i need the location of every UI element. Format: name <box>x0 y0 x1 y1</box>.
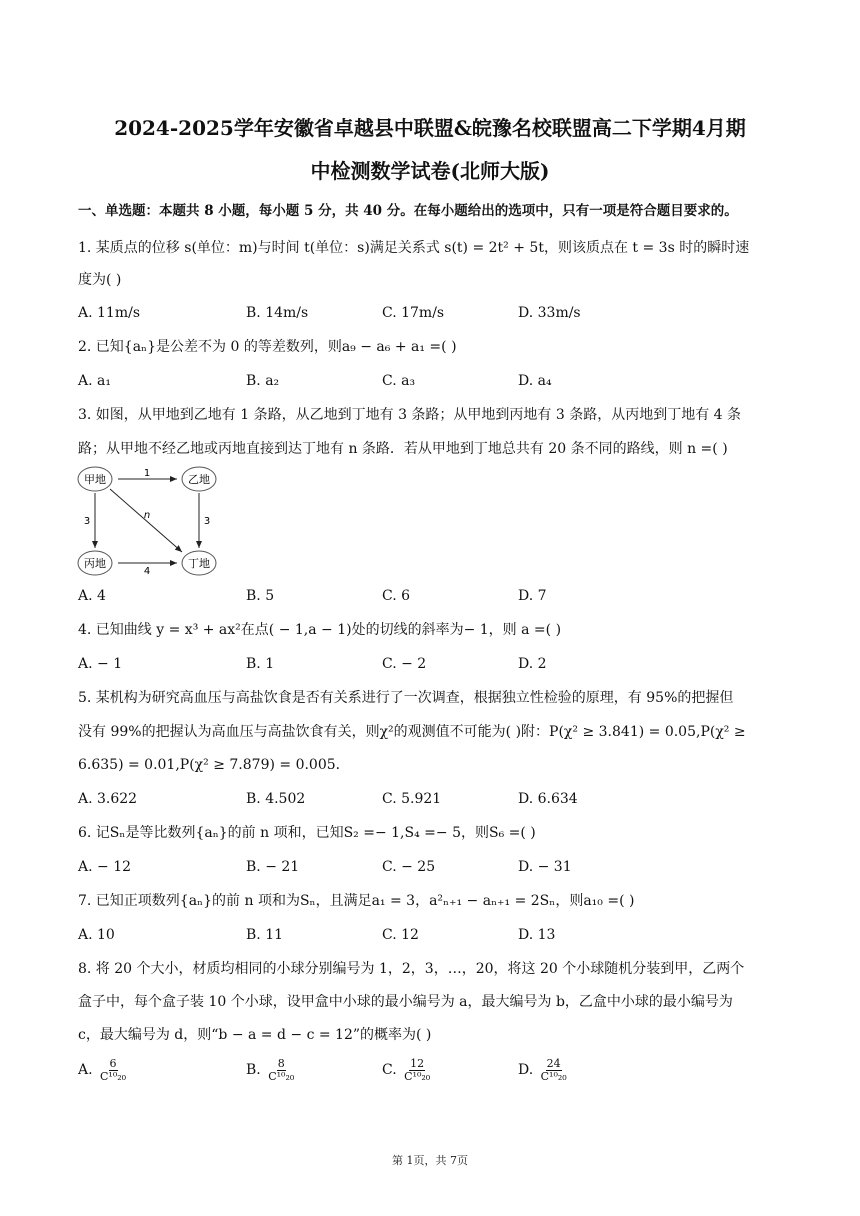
node-ding <box>182 551 216 575</box>
q4-option-a: A. − 1 <box>78 656 123 672</box>
q8-option-b <box>246 1058 295 1082</box>
q1-option-d: D. 33m/s <box>518 305 581 321</box>
node-label-yi: 乙地 <box>188 473 210 486</box>
question-5-line-1: 5. 某机构为研究高血压与高盐饮食是否有关系进行了一次调查，根据独立性检验的原理，有 95%的把握但 <box>78 690 734 706</box>
node-jia <box>78 467 112 491</box>
question-8-line-3: c，最大编号为 d，则“b − a = d − c = 12”的概率为( ) <box>78 1027 432 1043</box>
question-6-line-1: 6. 记Sₙ是等比数列{aₙ}的前 n 项和，已知S₂ =− 1,S₄ =− 5，则S₆ =( ) <box>78 825 536 841</box>
q8-option-a-label: A. <box>78 1062 93 1079</box>
page-footer: 第 1页，共 7页 <box>392 1154 468 1167</box>
q2-option-c: C. a₃ <box>382 373 416 389</box>
q7-option-d: D. 13 <box>518 927 556 943</box>
fraction-denominator: C¹⁰₂₀ <box>540 1069 567 1083</box>
edge-label-bing-ding: 4 <box>143 566 151 577</box>
q3-option-c: C. 6 <box>382 588 411 604</box>
q3-option-b: B. 5 <box>246 588 275 604</box>
fraction-denominator: C¹⁰₂₀ <box>404 1069 431 1083</box>
page-title-line-1: 2024-2025学年安徽省卓越县中联盟&皖豫名校联盟高二下学期4月期 <box>114 116 746 140</box>
q4-option-d: D. 2 <box>518 656 547 672</box>
edge-label-yi-ding: 3 <box>203 516 211 527</box>
q8-option-d <box>518 1058 568 1082</box>
node-label-jia: 甲地 <box>84 473 106 486</box>
q6-option-d: D. − 31 <box>518 859 572 875</box>
fraction-numerator: 12 <box>410 1057 425 1070</box>
q4-option-b: B. 1 <box>246 656 275 672</box>
page-title-line-2: 中检测数学试卷(北师大版) <box>310 159 550 183</box>
q1-option-c: C. 17m/s <box>382 305 445 321</box>
question-5-line-2: 没有 99%的把握认为高血压与高盐饮食有关，则χ²的观测值不可能为( )附：P(χ² ≥ 3.841) = 0.05,P(χ² ≥ <box>78 724 746 740</box>
q2-option-a: A. a₁ <box>78 373 111 389</box>
q7-option-a: A. 10 <box>78 927 115 943</box>
node-label-ding: 丁地 <box>188 557 210 570</box>
q8-option-a <box>78 1058 127 1082</box>
fraction-numerator: 24 <box>546 1057 561 1070</box>
q8-option-b-fraction <box>267 1058 295 1082</box>
q8-option-c <box>382 1058 431 1082</box>
route-diagram <box>74 462 224 582</box>
q8-option-c-fraction <box>403 1058 431 1082</box>
q5-option-a: A. 3.622 <box>78 791 138 807</box>
fraction-denominator: C¹⁰₂₀ <box>100 1069 127 1083</box>
q5-option-d: D. 6.634 <box>518 791 578 807</box>
q6-option-a: A. − 12 <box>78 859 132 875</box>
q8-option-d-fraction <box>540 1058 568 1082</box>
q8-option-b-label: B. <box>246 1062 261 1079</box>
q8-option-d-label: D. <box>518 1062 534 1079</box>
q1-option-a: A. 11m/s <box>78 305 141 321</box>
question-2-line-1: 2. 已知{aₙ}是公差不为 0 的等差数列，则a₉ − a₆ + a₁ =( ) <box>78 339 457 355</box>
q1-option-b: B. 14m/s <box>246 305 309 321</box>
node-label-bing: 丙地 <box>84 557 106 570</box>
question-3-line-1: 3. 如图，从甲地到乙地有 1 条路，从乙地到丁地有 3 条路；从甲地到丙地有 3 条路，从丙地到丁地有 4 条 <box>78 407 742 423</box>
fraction-numerator: 6 <box>109 1057 117 1070</box>
fraction-denominator: C¹⁰₂₀ <box>268 1069 295 1083</box>
node-yi <box>182 467 216 491</box>
question-3-line-2: 路；从甲地不经乙地或丙地直接到达丁地有 n 条路．若从甲地到丁地总共有 20 条不同的路线，则 n =( ) <box>78 441 728 457</box>
q5-option-b: B. 4.502 <box>246 791 306 807</box>
q2-option-b: B. a₂ <box>246 373 280 389</box>
q5-option-c: C. 5.921 <box>382 791 442 807</box>
question-1-line-2: 度为( ) <box>78 272 122 288</box>
q7-option-c: C. 12 <box>382 927 419 943</box>
edge-label-jia-ding: n <box>143 510 151 521</box>
question-7-line-1: 7. 已知正项数列{aₙ}的前 n 项和为Sₙ，且满足a₁ = 3，a²ₙ₊₁ − aₙ₊₁ = 2Sₙ，则a₁₀ =( ) <box>78 893 635 909</box>
q7-option-b: B. 11 <box>246 927 284 943</box>
edge-label-jia-bing: 3 <box>83 516 91 527</box>
edge-label-jia-yi: 1 <box>143 468 151 479</box>
q8-option-c-label: C. <box>382 1062 397 1079</box>
q3-option-a: A. 4 <box>78 588 106 604</box>
question-1-line-1: 1. 某质点的位移 s(单位：m)与时间 t(单位：s)满足关系式 s(t) = 2t² + 5t，则该质点在 t = 3s 时的瞬时速 <box>78 240 750 256</box>
question-4-line-1: 4. 已知曲线 y = x³ + ax²在点( − 1,a − 1)处的切线的斜率为− 1，则 a =( ) <box>78 622 562 638</box>
q6-option-c: C. − 25 <box>382 859 436 875</box>
q8-option-a-fraction <box>99 1058 127 1082</box>
q3-option-d: D. 7 <box>518 588 547 604</box>
question-8-line-1: 8. 将 20 个大小，材质均相同的小球分别编号为 1，2，3，…，20，将这 20 个小球随机分装到甲，乙两个 <box>78 961 745 977</box>
q2-option-d: D. a₄ <box>518 373 552 389</box>
question-8-line-2: 盒子中，每个盒子装 10 个小球，设甲盒中小球的最小编号为 a，最大编号为 b，乙盒中小球的最小编号为 <box>78 994 733 1010</box>
question-5-line-3: 6.635) = 0.01,P(χ² ≥ 7.879) = 0.005． <box>78 757 350 773</box>
q6-option-b: B. − 21 <box>246 859 300 875</box>
section-heading: 一、单选题：本题共 8 小题，每小题 5 分，共 40 分。在每小题给出的选项中，只有一项是符合题目要求的。 <box>78 203 738 219</box>
q4-option-c: C. − 2 <box>382 656 427 672</box>
node-bing <box>78 551 112 575</box>
fraction-numerator: 8 <box>277 1057 285 1070</box>
